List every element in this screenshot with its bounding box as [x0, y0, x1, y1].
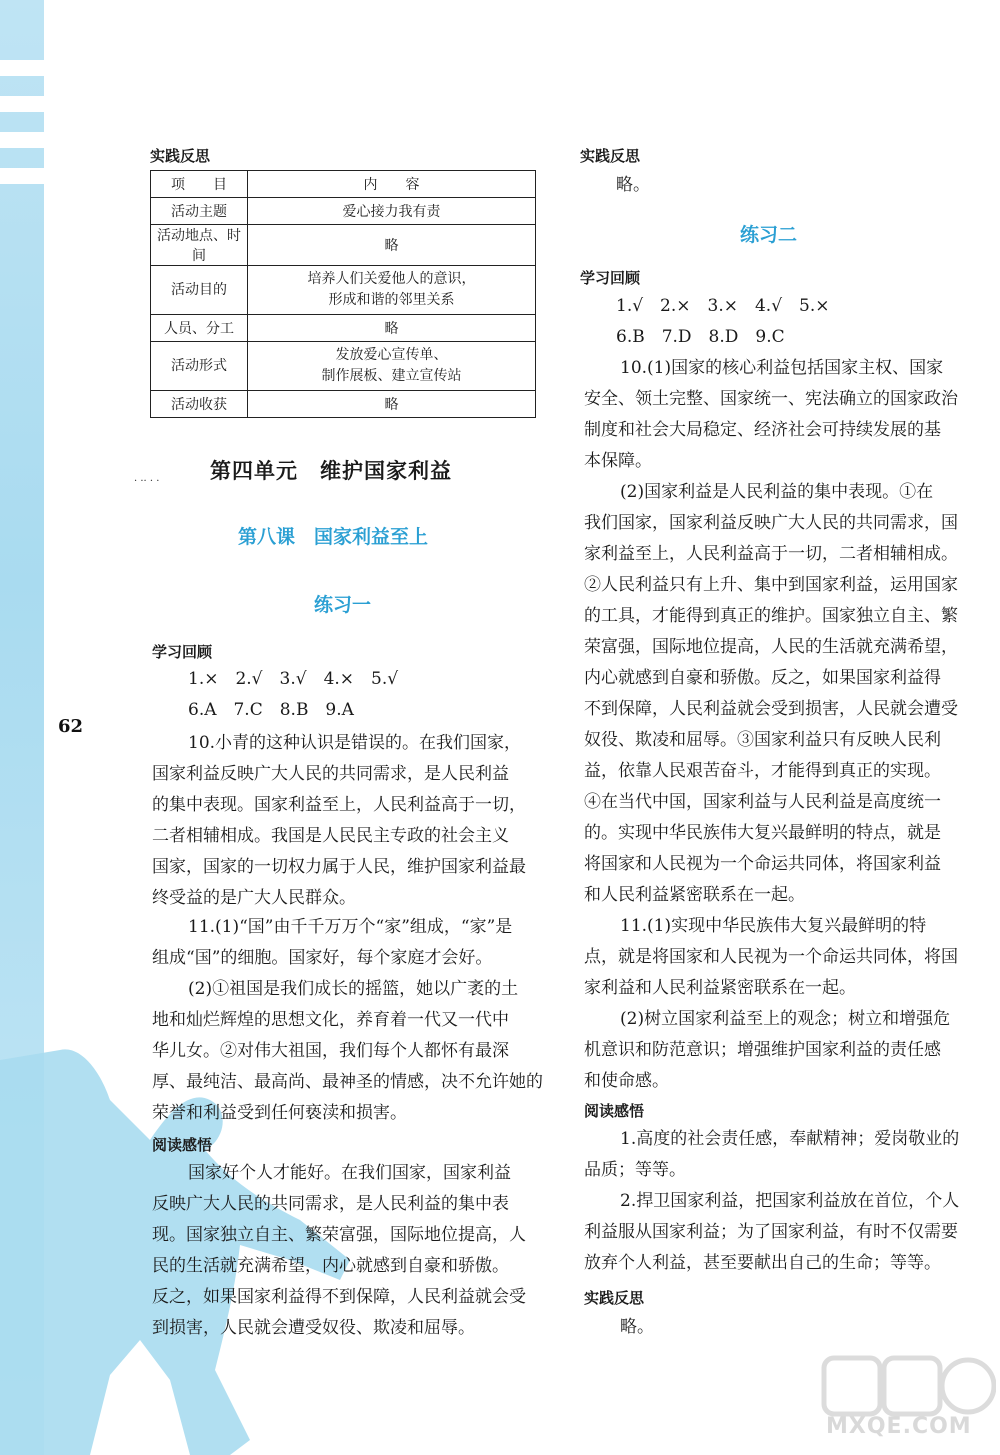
table-cell-content: 爱心接力我有责 — [248, 198, 536, 225]
review-heading-right: 学习回顾 — [580, 269, 641, 287]
text-line: 和人民利益紧密联系在一起。 — [584, 885, 805, 905]
text-line: 到损害，人民就会遭受奴役、欺凌和屈辱。 — [152, 1318, 475, 1338]
text-line: 11.(1)“国”由千千万万个“家”组成，“家”是 — [188, 917, 513, 937]
text-line: 机意识和防范意识；增强维护国家利益的责任感 — [584, 1040, 941, 1060]
text-line: 反映广大人民的共同需求，是人民利益的集中表 — [152, 1194, 509, 1214]
text-line: 的工具，才能得到真正的维护。国家独立自主、繁 — [584, 606, 958, 626]
reading-heading-left: 阅读感悟 — [152, 1136, 213, 1154]
review-heading-left: 学习回顾 — [152, 643, 213, 661]
lesson-title: 第八课 国家利益至上 — [238, 526, 429, 548]
text-line: 制度和社会大局稳定、经济社会可持续发展的基 — [584, 420, 941, 440]
text-line: 利益服从国家利益；为了国家利益，有时不仅需要 — [584, 1222, 958, 1242]
text-line: 10.(1)国家的核心利益包括国家主权、国家 — [620, 358, 944, 378]
practice-answer-right-bottom: 略。 — [620, 1317, 654, 1337]
text-line: 现。国家独立自主、繁荣富强，国际地位提高，人 — [152, 1225, 526, 1245]
text-line: 品质；等等。 — [584, 1160, 686, 1180]
table-cell-item: 活动形式 — [151, 342, 248, 391]
exercise1-title: 练习一 — [314, 594, 372, 616]
side-band-notch — [0, 96, 44, 112]
page-number: 62 — [58, 716, 84, 737]
text-line: 益，依靠人民艰苦奋斗，才能得到真正的实现。 — [584, 761, 941, 781]
review-answers-left — [188, 664, 548, 726]
side-band-notch — [0, 60, 44, 76]
answer-line: 1.× 2.√ 3.√ 4.× 5.√ — [188, 669, 399, 689]
text-line: 不到保障，人民利益就会受到损害，人民就会遭受 — [584, 699, 958, 719]
text-line: 反之，如果国家利益得不到保障，人民利益就会受 — [152, 1287, 526, 1307]
text-line: 将国家和人民视为一个命运共同体，将国家利益 — [584, 854, 941, 874]
practice-reflection-heading: 实践反思 — [150, 147, 211, 165]
text-line: 本保障。 — [584, 451, 652, 471]
table-header-row — [151, 171, 536, 198]
text-line: ②人民利益只有上升、集中到国家利益，运用国家 — [584, 575, 958, 595]
text-line: 放弃个人利益，甚至要献出自己的生命；等等。 — [584, 1253, 941, 1273]
text-line: 的。实现中华民族伟大复兴最鲜明的特点，就是 — [584, 823, 941, 843]
answer-line: 6.B 7.D 8.D 9.C — [616, 327, 785, 347]
side-band-notch — [0, 132, 44, 148]
table-cell-item: 活动目的 — [151, 266, 248, 315]
text-line: 厚、最纯洁、最高尚、最神圣的情感，决不允许她的 — [152, 1072, 543, 1092]
answer-line: 6.A 7.C 8.B 9.A — [188, 700, 354, 720]
table-cell-line: 发放爱心宣传单、 — [335, 347, 448, 363]
text-line: 10.小青的这种认识是错误的。在我们国家， — [188, 733, 522, 753]
text-line: 国家利益反映广大人民的共同需求，是人民利益 — [152, 764, 509, 784]
text-line: 11.(1)实现中华民族伟大复兴最鲜明的特 — [620, 916, 927, 936]
q10-part2-right — [584, 477, 974, 911]
table-cell-item: 活动收获 — [151, 391, 248, 418]
table-header-item: 项 目 — [151, 171, 248, 198]
text-line: 组成“国”的细胞。国家好，每个家庭才会好。 — [152, 948, 493, 968]
reading-answer1-right — [584, 1124, 974, 1186]
text-line: 我们国家，国家利益反映广大人民的共同需求，国 — [584, 513, 958, 533]
text-line: 荣誉和利益受到任何亵渎和损害。 — [152, 1103, 407, 1123]
table-row — [151, 266, 536, 315]
table-cell-line: 形成和谐的邻里关系 — [328, 292, 455, 308]
table-row — [151, 198, 536, 225]
table-cell-item: 人员、分工 — [151, 315, 248, 342]
text-line: 荣富强，国际地位提高，人民的生活就充满希望， — [584, 637, 958, 657]
table-cell-content: 略 — [248, 391, 536, 418]
text-line: ④在当代中国，国家利益与人民利益是高度统一 — [584, 792, 941, 812]
text-line: (2)国家利益是人民利益的集中表现。①在 — [620, 482, 934, 502]
q11-part2-left — [152, 974, 547, 1129]
side-band-notch — [0, 168, 44, 184]
text-line: 点，就是将国家和人民视为一个命运共同体，将国 — [584, 947, 958, 967]
practice-reflection-table — [150, 170, 536, 418]
q10-part1-right — [584, 353, 974, 477]
table-cell-content — [248, 342, 536, 391]
table-row — [151, 342, 536, 391]
text-line: 国家好个人才能好。在我们国家，国家利益 — [188, 1163, 511, 1183]
text-line: 安全、领土完整、国家统一、宪法确立的国家政治 — [584, 389, 958, 409]
text-line: 2.捍卫国家利益，把国家利益放在首位，个人 — [620, 1191, 960, 1211]
q11-part1-left — [152, 912, 547, 974]
review-answers-right — [616, 291, 976, 353]
text-line: (2)树立国家利益至上的观念；树立和增强危 — [620, 1009, 951, 1029]
text-line: 二者相辅相成。我国是人民民主专政的社会主义 — [152, 826, 509, 846]
unit-title: 第四单元 维护国家利益 — [210, 459, 452, 483]
reading-paragraph-left — [152, 1158, 547, 1344]
table-row — [151, 315, 536, 342]
table-cell-content: 略 — [248, 225, 536, 266]
text-line: 家利益和人民利益紧密联系在一起。 — [584, 978, 856, 998]
text-line: 地和灿烂辉煌的思想文化，养育着一代又一代中 — [152, 1010, 509, 1030]
text-line: 内心就感到自豪和骄傲。反之，如果国家利益得 — [584, 668, 941, 688]
table-cell-item: 活动主题 — [151, 198, 248, 225]
table-cell-content — [248, 266, 536, 315]
text-line: 1.高度的社会责任感，奉献精神；爱岗敬业的 — [620, 1129, 960, 1149]
table-header-content: 内 容 — [248, 171, 536, 198]
practice-heading-right-top: 实践反思 — [580, 147, 641, 165]
practice-answer-right-top: 略。 — [616, 175, 650, 195]
table-row — [151, 225, 536, 266]
text-line: (2)①祖国是我们成长的摇篮，她以广袤的土 — [188, 979, 519, 999]
practice-heading-right-bottom: 实践反思 — [584, 1289, 645, 1307]
table-cell-item: 活动地点、时间 — [151, 225, 248, 266]
exercise2-title: 练习二 — [740, 224, 798, 246]
q10-paragraph-left — [152, 728, 547, 914]
text-line: 家利益至上，人民利益高于一切，二者相辅相成。 — [584, 544, 958, 564]
table-cell-content: 略 — [248, 315, 536, 342]
table-cell-line: 培养人们关爱他人的意识， — [307, 271, 476, 287]
q11-part1-right — [584, 911, 974, 1004]
answer-line: 1.√ 2.× 3.× 4.√ 5.× — [616, 296, 830, 316]
text-line: 华儿女。②对伟大祖国，我们每个人都怀有最深 — [152, 1041, 509, 1061]
text-line: 的集中表现。国家利益至上，人民利益高于一切， — [152, 795, 526, 815]
text-line: 奴役、欺凌和屈辱。③国家利益只有反映人民利 — [584, 730, 941, 750]
table-cell-line: 制作展板、建立宣传站 — [321, 368, 462, 384]
unit-decoration-mark: · ·· · · — [134, 476, 160, 487]
reading-heading-right: 阅读感悟 — [584, 1102, 645, 1120]
text-line: 终受益的是广大人民群众。 — [152, 888, 356, 908]
watermark-text: MXQE.COM — [826, 1414, 972, 1439]
reading-answer2-right — [584, 1186, 974, 1279]
text-line: 民的生活就充满希望，内心就感到自豪和骄傲。 — [152, 1256, 509, 1276]
table-row — [151, 391, 536, 418]
text-line: 国家，国家的一切权力属于人民，维护国家利益最 — [152, 857, 526, 877]
text-line: 和使命感。 — [584, 1071, 669, 1091]
q11-part2-right — [584, 1004, 974, 1097]
